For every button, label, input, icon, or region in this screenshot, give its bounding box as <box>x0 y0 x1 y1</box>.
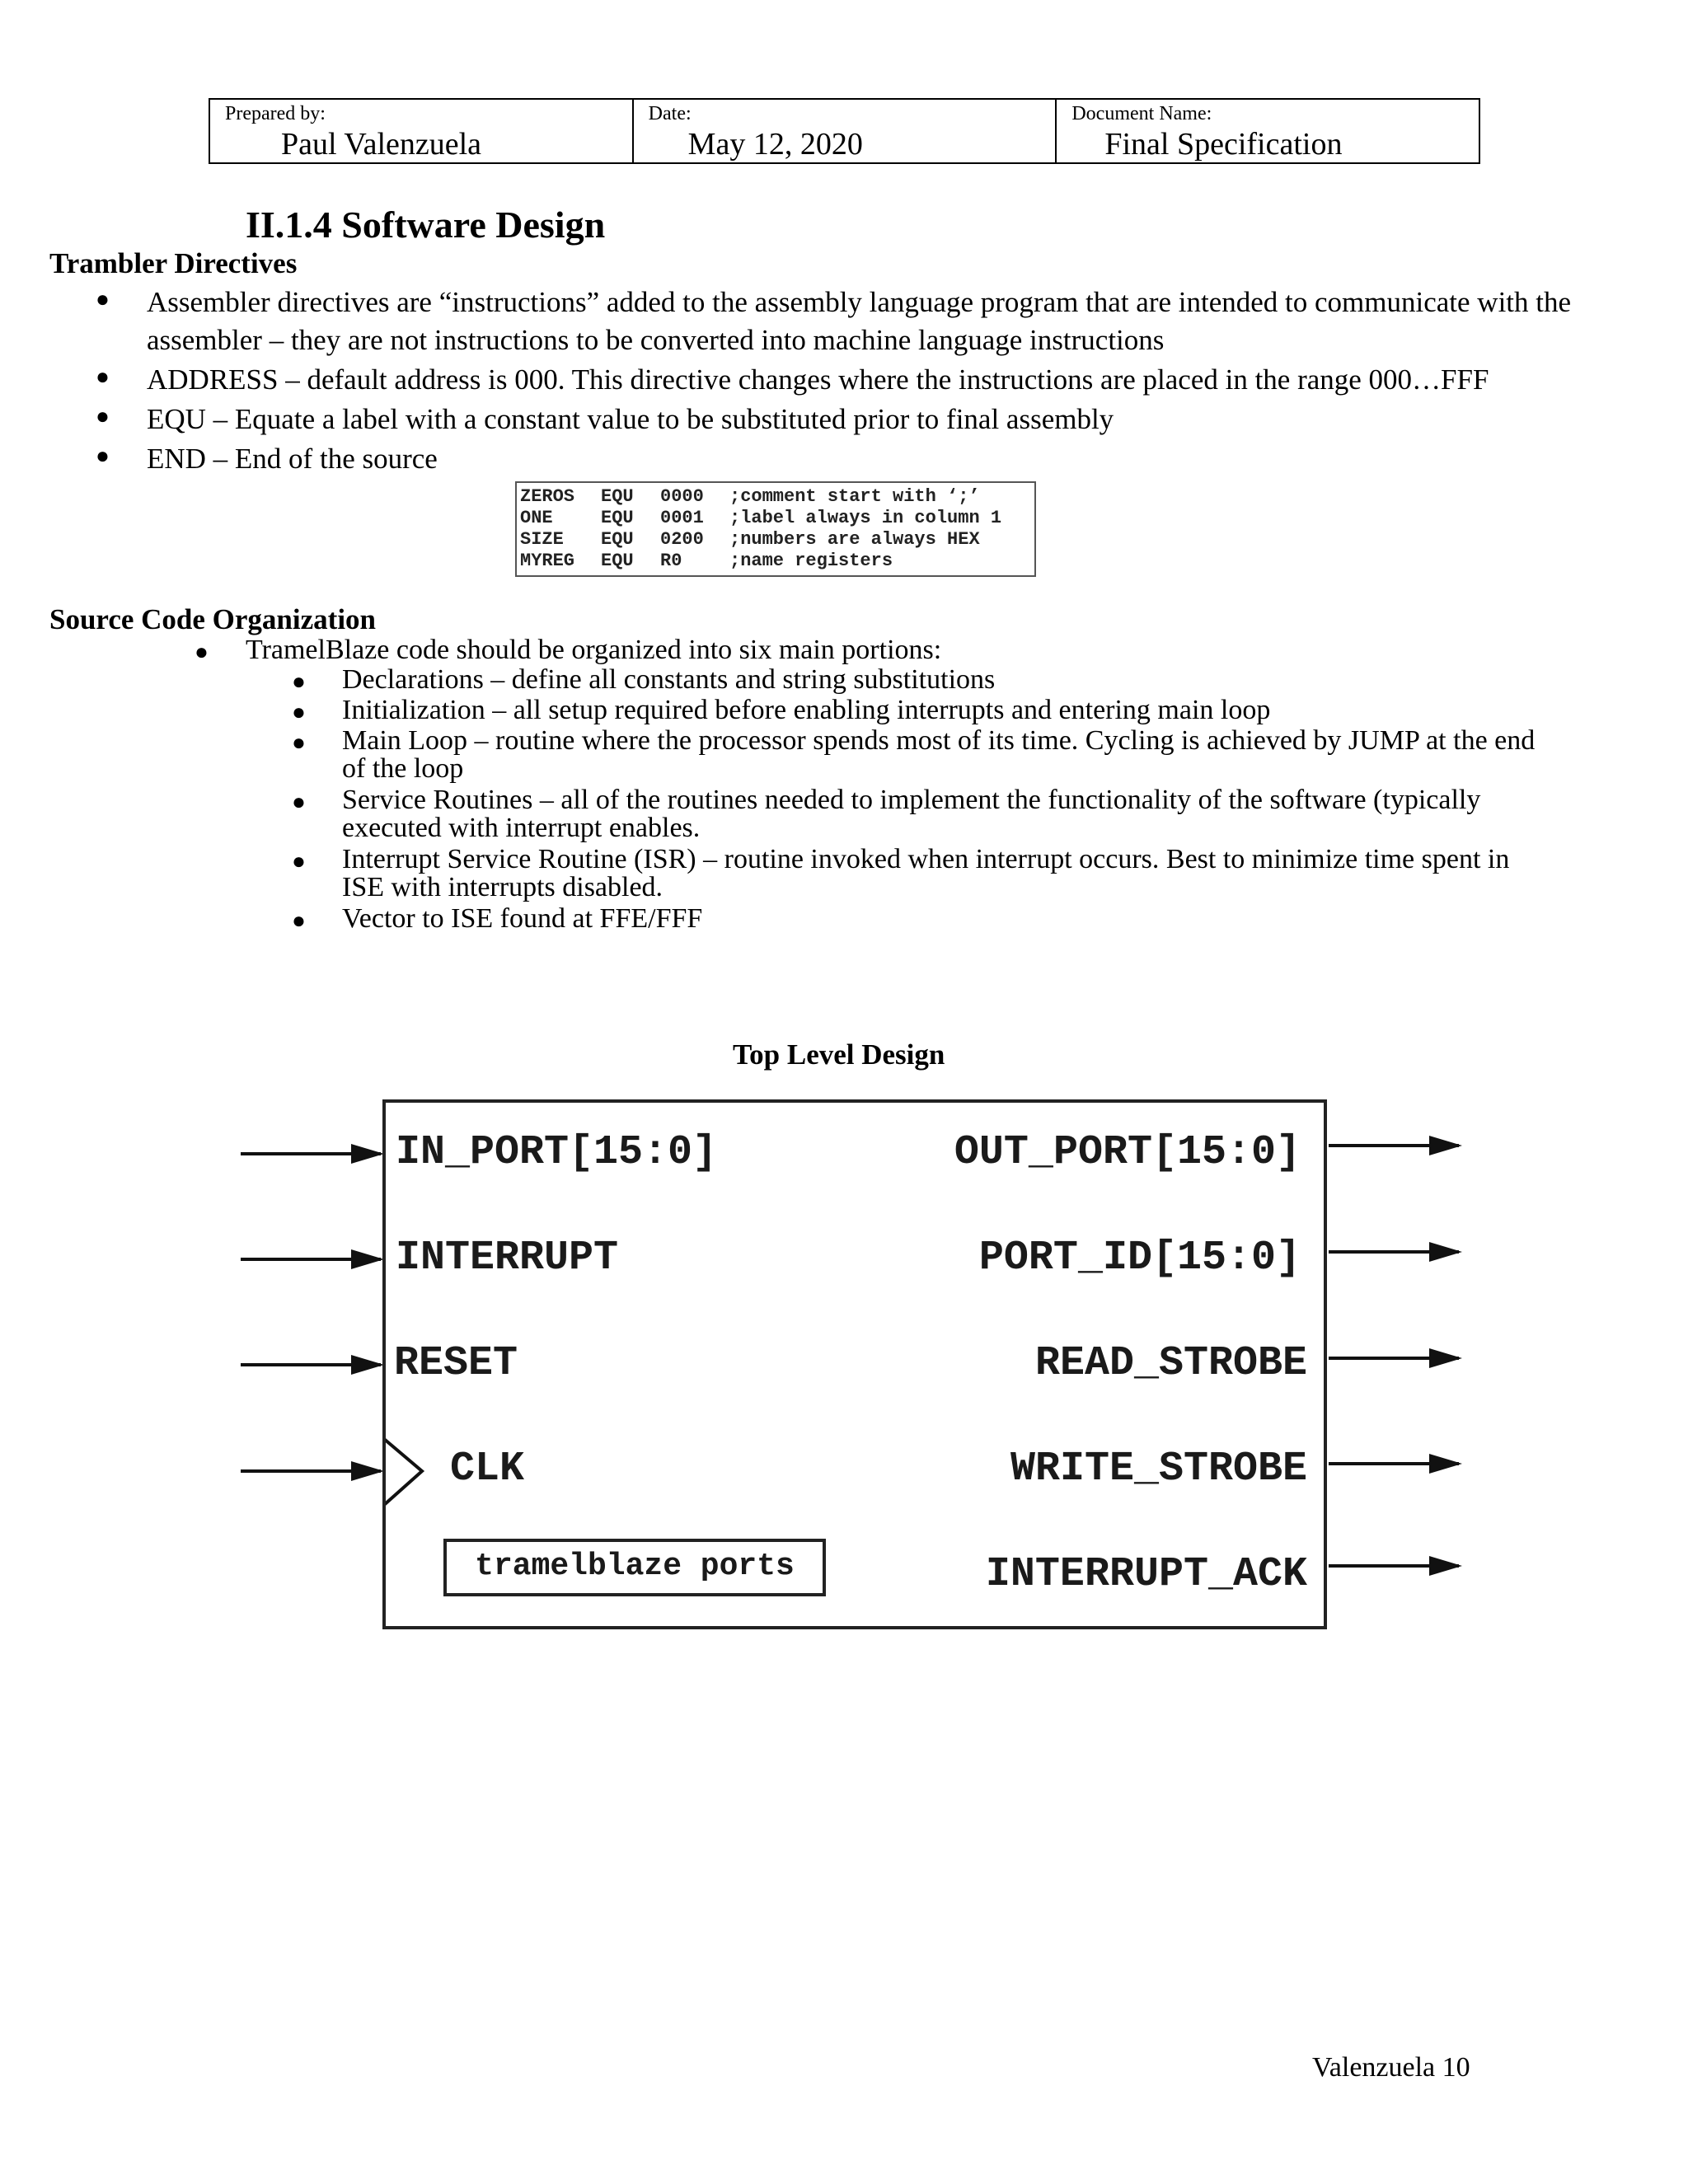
module-name-box: tramelblaze ports <box>443 1539 826 1596</box>
code-directive: EQU <box>601 508 634 528</box>
code-label: ONE <box>520 508 553 528</box>
code-value: 0200 <box>660 529 704 550</box>
prepared-by-label: Prepared by: <box>225 103 326 124</box>
source-org-item: Main Loop – routine where the processor spends most of its time. Cycling is achieved by JUMP at the end <box>342 725 1536 756</box>
output-port-label: WRITE_STROBE <box>1010 1446 1307 1493</box>
page-footer: Valenzuela 10 <box>1312 2052 1470 2083</box>
output-port-label: READ_STROBE <box>1034 1340 1307 1387</box>
code-comment: ;name registers <box>729 551 893 571</box>
code-value: R0 <box>660 551 682 571</box>
source-org-item: Vector to ISE found at FFE/FFF <box>342 903 703 934</box>
code-directive: EQU <box>601 551 634 571</box>
source-org-item: Initialization – all setup required before enabling interrupts and entering main loop <box>342 695 1271 725</box>
document-name-value: Final Specification <box>1104 127 1343 162</box>
output-port-label: OUT_PORT[15:0] <box>954 1129 1301 1176</box>
trambler-bullet-4: END – End of the source <box>147 443 438 475</box>
source-org-item-cont: executed with interrupt enables. <box>342 813 701 843</box>
document-name-label: Document Name: <box>1071 103 1212 124</box>
input-port-label: INTERRUPT <box>396 1235 619 1282</box>
code-comment: ;label always in column 1 <box>729 508 1002 528</box>
section-title: II.1.4 Software Design <box>246 204 606 246</box>
source-org-item: Interrupt Service Routine (ISR) – routine invoked when interrupt occurs. Best to minimize time spent in <box>342 844 1510 874</box>
bullet-icon: ● <box>292 700 306 725</box>
output-port-label: INTERRUPT_ACK <box>985 1551 1307 1598</box>
code-label: SIZE <box>520 529 564 550</box>
bullet-icon: ● <box>96 443 110 469</box>
code-comment: ;comment start with ‘;’ <box>729 486 980 507</box>
source-org-heading: Source Code Organization <box>49 603 377 635</box>
output-port-label: PORT_ID[15:0] <box>978 1235 1301 1282</box>
input-port-label: IN_PORT[15:0] <box>396 1129 718 1176</box>
trambler-bullet-2: ADDRESS – default address is 000. This directive changes where the instructions are placed in the range 000…FFF <box>147 363 1489 396</box>
trambler-bullet-1-cont: assembler – they are not instructions to be converted into machine language instructions <box>147 324 1165 356</box>
bullet-icon: ● <box>96 404 110 429</box>
source-org-item: Declarations – define all constants and string substitutions <box>342 664 996 695</box>
figure-title: Top Level Design <box>733 1038 945 1071</box>
date-value: May 12, 2020 <box>687 127 863 162</box>
trambler-heading: Trambler Directives <box>49 247 298 279</box>
input-port-label: CLK <box>450 1446 525 1493</box>
prepared-by-value: Paul Valenzuela <box>281 127 482 162</box>
trambler-bullet-1: Assembler directives are “instructions” added to the assembly language program that are intended to communicate with the <box>147 286 1572 318</box>
code-directive: EQU <box>601 486 634 507</box>
source-org-item: Service Routines – all of the routines needed to implement the functionality of the software (typically <box>342 785 1481 815</box>
code-value: 0000 <box>660 486 704 507</box>
input-port-label: RESET <box>394 1340 518 1387</box>
code-value: 0001 <box>660 508 704 528</box>
source-org-item-cont: of the loop <box>342 753 464 784</box>
code-comment: ;numbers are always HEX <box>729 529 980 550</box>
bullet-icon: ● <box>195 640 209 665</box>
code-label: ZEROS <box>520 486 575 507</box>
bullet-icon: ● <box>292 849 306 874</box>
code-label: MYREG <box>520 551 575 571</box>
bullet-icon: ● <box>96 364 110 390</box>
bullet-icon: ● <box>292 730 306 756</box>
source-org-item-cont: ISE with interrupts disabled. <box>342 872 663 902</box>
bullet-icon: ● <box>292 790 306 815</box>
code-directive: EQU <box>601 529 634 550</box>
bullet-icon: ● <box>96 287 110 312</box>
date-label: Date: <box>648 103 692 124</box>
bullet-icon: ● <box>292 908 306 934</box>
source-org-intro: TramelBlaze code should be organized into six main portions: <box>246 635 942 665</box>
trambler-bullet-3: EQU – Equate a label with a constant value to be substituted prior to final assembly <box>147 403 1114 435</box>
bullet-icon: ● <box>292 669 306 695</box>
